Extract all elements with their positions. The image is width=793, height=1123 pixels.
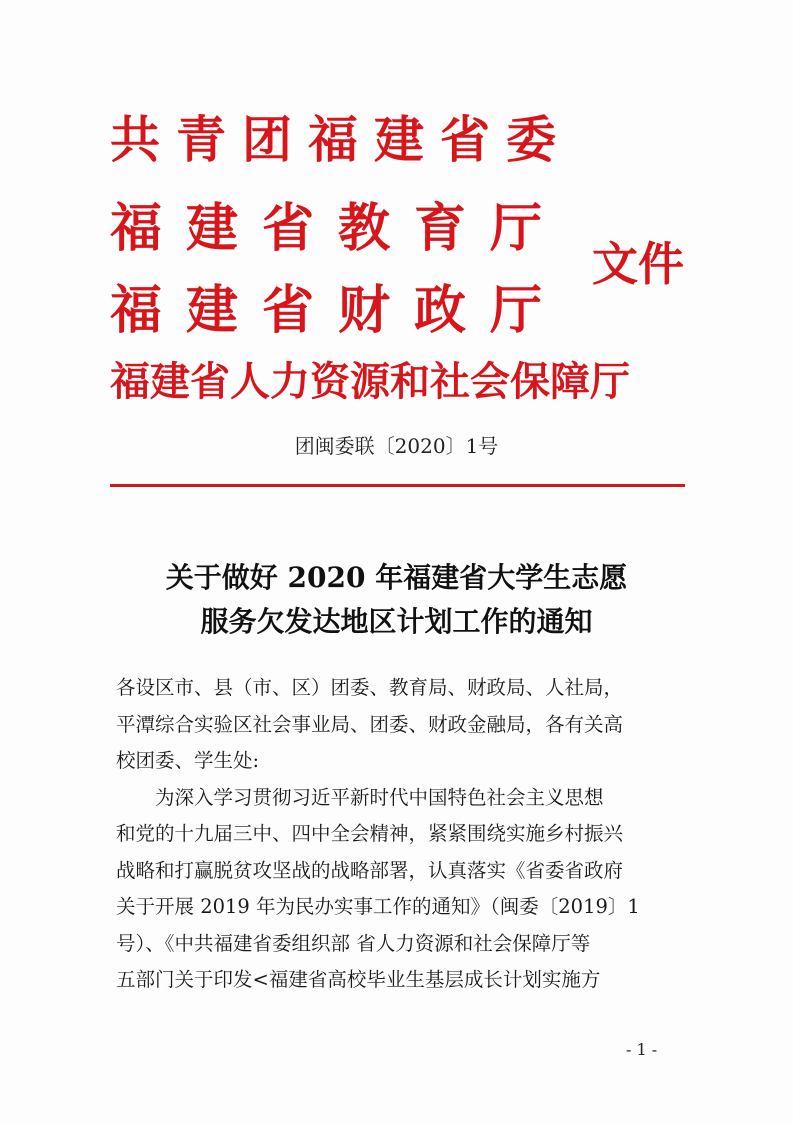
issuer-education-dept: 福建省教育厅: [110, 198, 567, 259]
body-line: 号）、《中共福建省委组织部 省人力资源和社会保障厅等: [116, 931, 591, 955]
body-line: 关于开展 2019 年为民办实事工作的通知》（闽委〔2019〕1: [116, 895, 640, 918]
issuer-hr-social-security-dept: 福建省人力资源和社会保障厅: [110, 358, 630, 405]
body-text: [116, 670, 686, 999]
body-line: 各设区市、县（市、区）团委、教育局、财政局、人社局，: [116, 676, 624, 699]
body-line: 五部门关于印发<福建省高校毕业生基层成长计划实施方: [116, 968, 601, 991]
document-suffix: 文件: [592, 237, 684, 291]
body-line: 平潭综合实验区社会事业局、团委、财政金融局，各有关高: [116, 712, 624, 736]
body-line: 校团委、学生处:: [116, 749, 260, 772]
body-line: 为深入学习贯彻习近平新时代中国特色社会主义思想: [155, 785, 604, 809]
issuer-youth-league: 共青团福建省委: [110, 110, 572, 169]
red-divider: [110, 484, 685, 487]
page-number: - 1 -: [626, 1040, 658, 1059]
body-line: 战略和打赢脱贫攻坚战的战略部署，认真落实《省委省政府: [116, 858, 624, 882]
document-number: 团闽委联〔2020〕1号: [294, 434, 499, 458]
body-line: 和党的十九届三中、四中全会精神，紧紧围绕实施乡村振兴: [116, 822, 624, 845]
title-line-1: 关于做好 2020 年福建省大学生志愿: [165, 561, 628, 594]
title-line-2: 服务欠发达地区计划工作的通知: [200, 605, 593, 638]
issuer-finance-dept: 福建省财政厅: [110, 280, 567, 341]
